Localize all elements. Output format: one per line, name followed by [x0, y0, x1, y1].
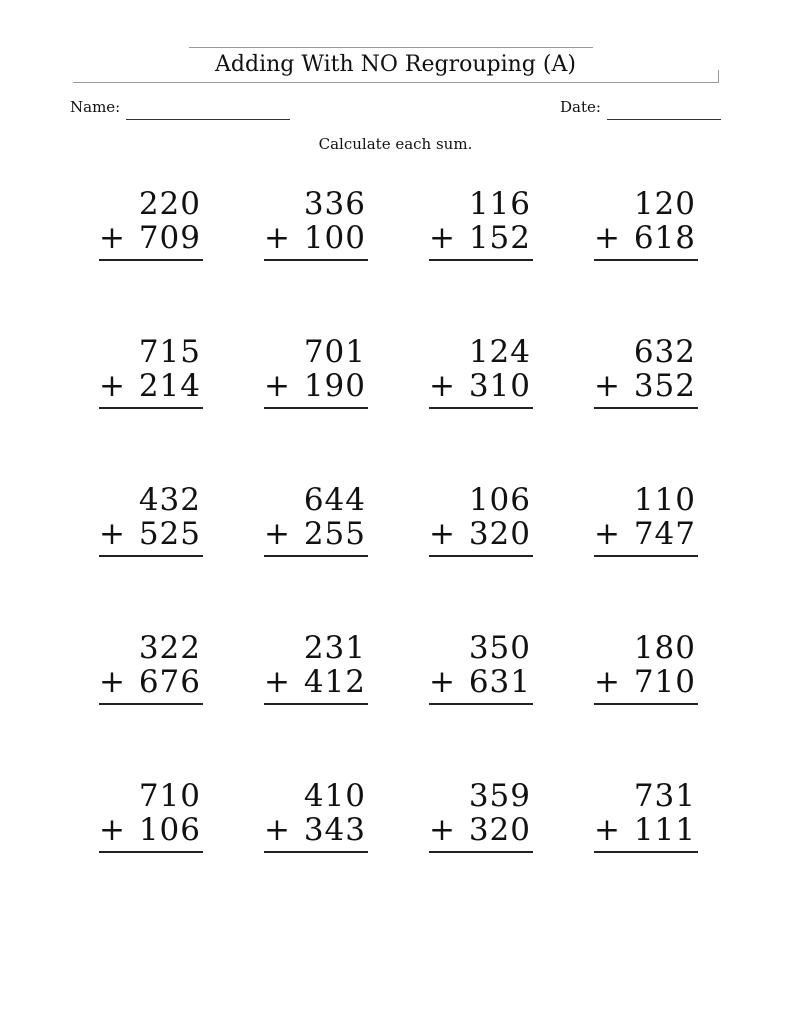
plus-sign: +	[264, 664, 290, 700]
addend-bottom: 190	[303, 368, 366, 404]
plus-sign: +	[594, 368, 620, 404]
answer-line[interactable]	[594, 259, 698, 261]
addend-top: 110	[633, 482, 696, 518]
addend-bottom: 111	[633, 812, 696, 848]
answer-line[interactable]	[99, 259, 203, 261]
addend-top: 644	[303, 482, 366, 518]
plus-sign: +	[99, 664, 125, 700]
addend-bottom: 710	[633, 664, 696, 700]
addend-top: 710	[138, 778, 201, 814]
instructions: Calculate each sum.	[318, 135, 473, 153]
plus-sign: +	[99, 516, 125, 552]
plus-sign: +	[429, 220, 455, 256]
plus-sign: +	[594, 664, 620, 700]
answer-line[interactable]	[99, 555, 203, 557]
title-rule-top	[189, 47, 593, 48]
addend-bottom: 631	[468, 664, 531, 700]
name-field[interactable]	[126, 119, 290, 120]
answer-line[interactable]	[429, 555, 533, 557]
addend-bottom: 100	[303, 220, 366, 256]
answer-line[interactable]	[264, 555, 368, 557]
plus-sign: +	[99, 812, 125, 848]
addend-top: 336	[303, 186, 366, 222]
addend-bottom: 343	[303, 812, 366, 848]
addend-top: 410	[303, 778, 366, 814]
plus-sign: +	[264, 812, 290, 848]
plus-sign: +	[429, 812, 455, 848]
addend-top: 701	[303, 334, 366, 370]
problem	[429, 483, 533, 563]
answer-line[interactable]	[594, 555, 698, 557]
plus-sign: +	[429, 516, 455, 552]
date-label: Date:	[560, 98, 601, 116]
problem	[429, 779, 533, 859]
addend-top: 432	[138, 482, 201, 518]
answer-line[interactable]	[99, 703, 203, 705]
plus-sign: +	[99, 220, 125, 256]
title-rule-bottom	[73, 82, 719, 83]
problem	[99, 335, 203, 415]
problem	[264, 483, 368, 563]
addend-bottom: 320	[468, 812, 531, 848]
date-field[interactable]	[607, 119, 721, 120]
answer-line[interactable]	[99, 407, 203, 409]
problem	[99, 483, 203, 563]
addend-top: 632	[633, 334, 696, 370]
addend-top: 715	[138, 334, 201, 370]
answer-line[interactable]	[594, 407, 698, 409]
plus-sign: +	[264, 516, 290, 552]
plus-sign: +	[429, 368, 455, 404]
answer-line[interactable]	[429, 407, 533, 409]
addend-bottom: 255	[303, 516, 366, 552]
problem	[594, 483, 698, 563]
answer-line[interactable]	[99, 851, 203, 853]
problem	[429, 631, 533, 711]
plus-sign: +	[429, 664, 455, 700]
addend-top: 106	[468, 482, 531, 518]
problem	[264, 779, 368, 859]
addend-bottom: 412	[303, 664, 366, 700]
addend-bottom: 352	[633, 368, 696, 404]
addend-top: 322	[138, 630, 201, 666]
problem	[594, 631, 698, 711]
plus-sign: +	[594, 220, 620, 256]
addend-bottom: 747	[633, 516, 696, 552]
plus-sign: +	[264, 368, 290, 404]
name-label: Name:	[70, 98, 121, 116]
addend-top: 116	[468, 186, 531, 222]
problem	[429, 187, 533, 267]
plus-sign: +	[594, 516, 620, 552]
addend-top: 220	[138, 186, 201, 222]
problem	[594, 335, 698, 415]
answer-line[interactable]	[264, 407, 368, 409]
answer-line[interactable]	[264, 851, 368, 853]
page-title: Adding With NO Regrouping (A)	[215, 52, 576, 77]
addend-bottom: 152	[468, 220, 531, 256]
problem	[594, 779, 698, 859]
addend-bottom: 214	[138, 368, 201, 404]
answer-line[interactable]	[594, 851, 698, 853]
addend-top: 231	[303, 630, 366, 666]
answer-line[interactable]	[429, 703, 533, 705]
plus-sign: +	[594, 812, 620, 848]
addend-bottom: 676	[138, 664, 201, 700]
answer-line[interactable]	[429, 851, 533, 853]
addend-bottom: 709	[138, 220, 201, 256]
problem	[99, 187, 203, 267]
addend-bottom: 320	[468, 516, 531, 552]
addend-bottom: 106	[138, 812, 201, 848]
addend-top: 120	[633, 186, 696, 222]
problem	[99, 631, 203, 711]
answer-line[interactable]	[429, 259, 533, 261]
problem	[594, 187, 698, 267]
problem	[429, 335, 533, 415]
addend-top: 731	[633, 778, 696, 814]
problem	[99, 779, 203, 859]
problem	[264, 335, 368, 415]
title-rule-tick	[718, 70, 719, 83]
problem	[264, 187, 368, 267]
addend-top: 359	[468, 778, 531, 814]
answer-line[interactable]	[264, 703, 368, 705]
addend-top: 180	[633, 630, 696, 666]
problem	[264, 631, 368, 711]
addend-top: 124	[468, 334, 531, 370]
plus-sign: +	[264, 220, 290, 256]
answer-line[interactable]	[264, 259, 368, 261]
plus-sign: +	[99, 368, 125, 404]
answer-line[interactable]	[594, 703, 698, 705]
addend-top: 350	[468, 630, 531, 666]
addend-bottom: 525	[138, 516, 201, 552]
addend-bottom: 310	[468, 368, 531, 404]
addend-bottom: 618	[633, 220, 696, 256]
